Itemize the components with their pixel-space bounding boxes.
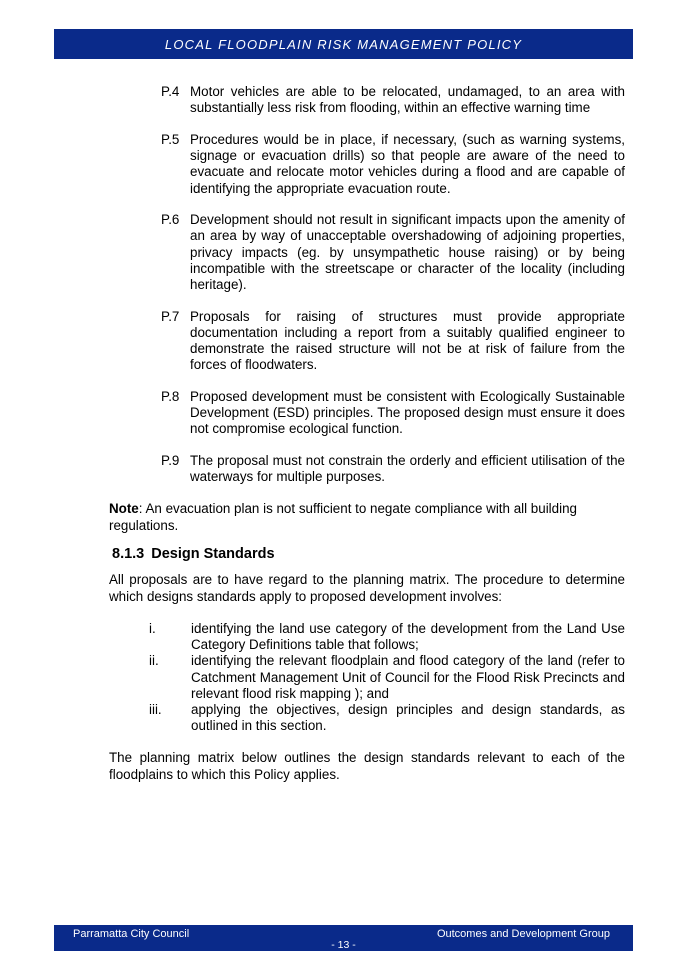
list-item — [161, 389, 625, 438]
item-number: P.7 — [161, 308, 180, 324]
step-number: ii. — [149, 653, 159, 669]
item-text: Proposed development must be consistent with Ecologically Sustainable Development (ESD) principles. The proposed design must ensure it does not compromise ecological function. — [190, 389, 625, 437]
step-text: identifying the relevant floodplain and flood category of the land (refer to Catchment Management Unit of Council for the Flood Risk Precincts and relevant flood risk mapping ); and — [191, 653, 625, 701]
list-item — [161, 132, 625, 197]
step-number: iii. — [149, 702, 162, 718]
item-text: Development should not result in significant impacts upon the amenity of an area by way of unacceptable overshadowing of adjoining properties, privacy impacts (eg. by unsympathetic house raising) or by being incompatible with the streetscape or character of the locality (including heritage). — [190, 212, 625, 293]
section-heading — [112, 546, 625, 562]
note-paragraph — [109, 501, 625, 534]
footer-department: Outcomes and Development Group — [436, 928, 610, 940]
item-number: P.8 — [161, 389, 180, 405]
step-number: i. — [149, 621, 156, 637]
item-number: P.5 — [161, 131, 180, 147]
list-item — [161, 453, 625, 485]
list-item — [161, 309, 625, 374]
item-text: Proposals for raising of structures must provide appropriate documentation including a report from a suitably qualified engineer to demonstrate the raised structure will not be at risk of failure from the forces of floodwaters. — [190, 308, 625, 373]
footer-organization: Parramatta City Council — [73, 928, 190, 940]
header-bar — [54, 29, 633, 59]
page-content — [109, 84, 625, 799]
item-number: P.9 — [161, 453, 180, 469]
note-text: : An evacuation plan is not sufficient to negate compliance with all building regulations. — [109, 501, 577, 533]
closing-paragraph: The planning matrix below outlines the design standards relevant to each of the floodplains to which this Policy applies. — [109, 750, 625, 782]
note-label: Note — [109, 501, 139, 517]
procedure-steps-list — [149, 621, 625, 734]
list-item — [161, 212, 625, 293]
item-text: The proposal must not constrain the orderly and efficient utilisation of the waterways for multiple purposes. — [190, 453, 625, 485]
step-text: applying the objectives, design principles and design standards, as outlined in this section. — [191, 702, 625, 734]
item-text: Motor vehicles are able to be relocated, undamaged, to an area with substantially less risk from flooding, within an effective warning time — [190, 84, 625, 116]
list-item — [161, 84, 625, 116]
performance-criteria-list — [161, 84, 625, 486]
list-item — [149, 653, 625, 702]
list-item — [149, 702, 625, 734]
footer-bar — [54, 925, 633, 951]
step-text: identifying the land use category of the development from the Land Use Category Definitions table that follows; — [191, 621, 625, 653]
item-number: P.4 — [161, 84, 180, 99]
list-item — [149, 621, 625, 653]
section-number: 8.1.3 — [112, 546, 145, 563]
intro-paragraph: All proposals are to have regard to the planning matrix. The procedure to determine which designs standards apply to proposed development involves: — [109, 572, 625, 604]
section-title: Design Standards — [151, 546, 275, 563]
page-number: - 13 - — [331, 939, 356, 951]
item-number: P.6 — [161, 212, 180, 228]
item-text: Procedures would be in place, if necessary, (such as warning systems, signage or evacuation drills) so that people are aware of the need to evacuate and relocate motor vehicles during a flood and are capable of identifying the appropriate evacuation route. — [190, 131, 625, 196]
header-title: LOCAL FLOODPLAIN RISK MANAGEMENT POLICY — [164, 36, 523, 52]
